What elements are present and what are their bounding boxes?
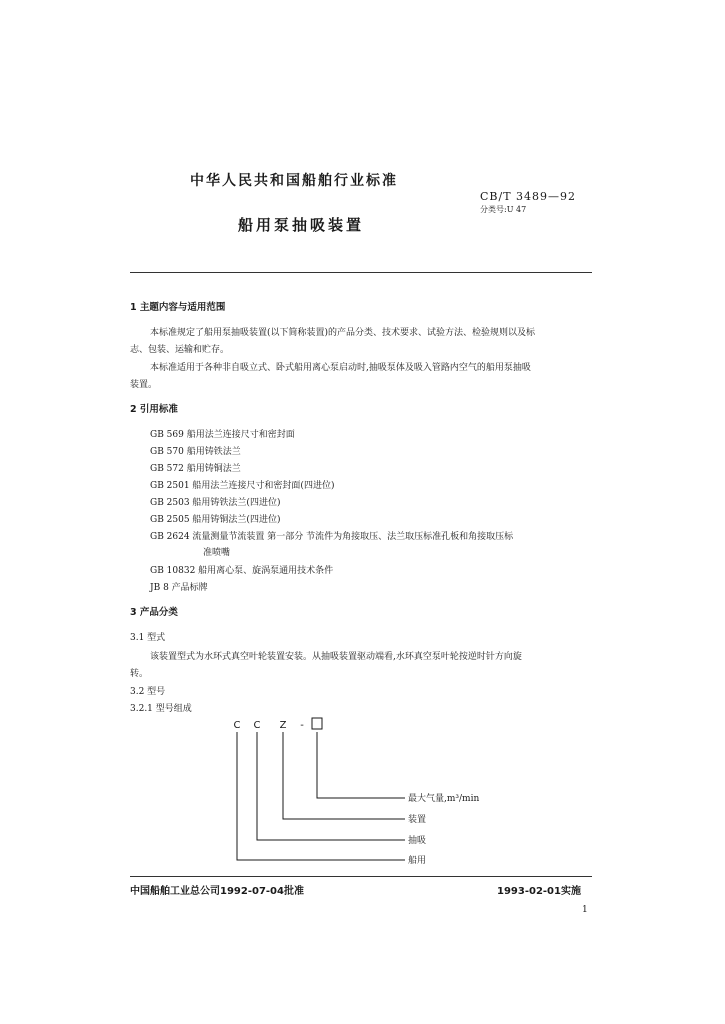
section-1-paragraph-2-line-1: 本标准适用于各种非自吸立式、卧式船用离心泵启动时,抽吸泵体及吸入管路内空气的船用泵抽吸 — [150, 363, 531, 373]
diagram-label: 抽吸 — [408, 836, 427, 846]
page-number: 1 — [582, 905, 588, 915]
diagram-letter: Z — [279, 720, 287, 731]
diagram-placeholder-box — [312, 718, 322, 729]
diagram-label: 最大气量,m³/min — [408, 794, 480, 804]
section-1-paragraph-2-line-2: 装置。 — [130, 380, 158, 390]
reference-item: GB 2501 船用法兰连接尺寸和密封面(四进位) — [150, 481, 335, 491]
reference-item: GB 570 船用铸铁法兰 — [150, 447, 241, 457]
reference-item: GB 2624 流量测量节流装置 第一部分 节流件为角接取压、法兰取压标准孔板和角接取压标 — [150, 532, 514, 542]
diagram-leader-line — [257, 732, 405, 840]
header-rule — [130, 272, 592, 273]
reference-item: GB 2505 船用铸铜法兰(四进位) — [150, 515, 281, 525]
reference-item-continuation: 准喷嘴 — [203, 548, 231, 558]
diagram-leader-line — [317, 732, 405, 798]
section-3-2-1-heading: 3.2.1 型号组成 — [130, 704, 192, 714]
diagram-label: 船用 — [408, 856, 427, 866]
reference-item: GB 2503 船用铸铁法兰(四进位) — [150, 498, 281, 508]
approval-statement: 中国船舶工业总公司1992-07-04批准 — [130, 886, 304, 897]
reference-item: GB 10832 船用离心泵、旋涡泵通用技术条件 — [150, 566, 334, 576]
section-1-paragraph-1-line-2: 志、包装、运输和贮存。 — [130, 345, 230, 355]
effective-date: 1993-02-01实施 — [497, 886, 581, 897]
section-2-heading: 2 引用标准 — [130, 404, 178, 415]
reference-item: JB 8 产品标牌 — [150, 583, 208, 593]
section-3-1-paragraph-line-2: 转。 — [130, 669, 149, 679]
section-3-1-heading: 3.1 型式 — [130, 633, 166, 643]
diagram-letter: - — [300, 720, 304, 731]
section-1-heading: 1 主题内容与适用范围 — [130, 302, 226, 313]
diagram-label: 装置 — [408, 815, 427, 825]
section-1-paragraph-1-line-1: 本标准规定了船用泵抽吸装置(以下简称装置)的产品分类、技术要求、试验方法、检验规则以及标 — [150, 328, 536, 338]
diagram-letter: C — [253, 720, 261, 731]
footer-rule — [130, 876, 592, 877]
diagram-leader-line — [237, 732, 405, 860]
diagram-leader-line — [283, 732, 405, 819]
document-title: 船用泵抽吸装置 — [238, 216, 365, 234]
diagram-letter: C — [233, 720, 241, 731]
section-3-1-paragraph-line-1: 该装置型式为水环式真空叶轮装置安装。从抽吸装置驱动端看,水环真空泵叶轮按逆时针方向旋 — [150, 652, 522, 662]
section-3-2-heading: 3.2 型号 — [130, 687, 166, 697]
standard-title: 中华人民共和国船舶行业标准 — [190, 173, 398, 189]
reference-item: GB 572 船用铸铜法兰 — [150, 464, 241, 474]
standard-code: CB/T 3489—92 — [480, 190, 577, 203]
classification-number: 分类号:U 47 — [480, 205, 527, 214]
model-code-diagram — [225, 712, 545, 882]
section-3-heading: 3 产品分类 — [130, 607, 178, 618]
reference-item: GB 569 船用法兰连接尺寸和密封面 — [150, 430, 295, 440]
